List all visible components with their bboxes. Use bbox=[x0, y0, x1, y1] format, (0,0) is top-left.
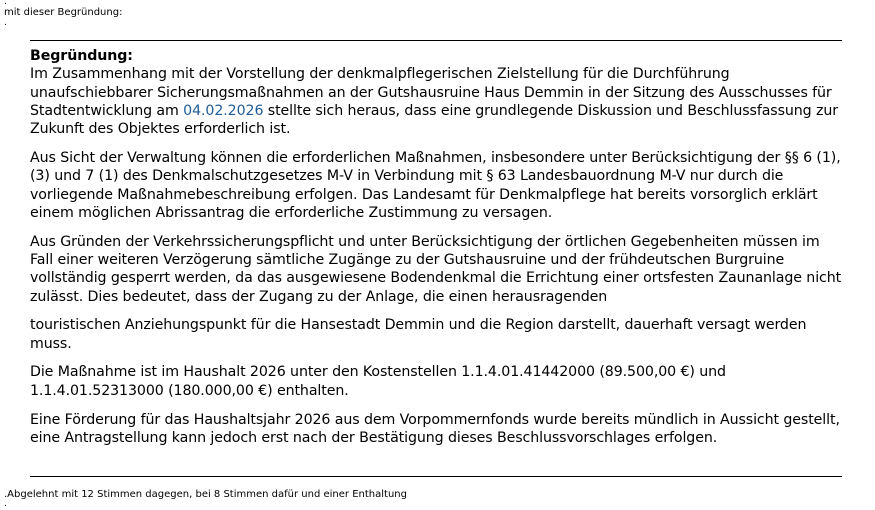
bottom-divider bbox=[30, 476, 842, 477]
justification-paragraph-4: touristischen Anziehungspunkt für die Hansestadt Demmin und die Region darstellt, dauerhaft versagt werden muss. bbox=[30, 317, 807, 352]
paragraph-1-text-after: stellte sich heraus, dass eine grundlegende Diskussion und Beschlussfassung zur Zukunft des Objektes erforderlich ist. bbox=[30, 102, 838, 138]
paragraph-1-text-before: Im Zusammenhang mit der Vorstellung der denkmalpflegerischen Zielstellung für die Durchführung unaufschiebbarer Sicherungsmaßnahmen an der Gutshausruine Haus Demmin in der Sitzung des Ausschusses für Stadtentwicklung am bbox=[30, 66, 832, 119]
justification-paragraph-5: Die Maßnahme ist im Haushalt 2026 unter den Kostenstellen 1.1.4.01.41442000 (89.500,00 €) und 1.1.4.01.52313000 (180.000,00 €) enthalten. bbox=[30, 364, 726, 399]
dot-marker-bottom: . bbox=[4, 499, 7, 509]
justification-paragraph-2: Aus Sicht der Verwaltung können die erforderlichen Maßnahmen, insbesondere unter Berücksichtigung der §§ 6 (1), (3) und 7 (1) des Denkmalschutzgesetzes M-V in Verbindung mit § 63 Landesbauordnung M-V nur durch die vorliegende Maßnahmebeschreibung erfolgen. Das Landesamt für Denkmalpflege hat bereits vorsorglich erklärt einem möglichen Abrissantrag die erforderliche Zustimmung zu versagen. bbox=[30, 149, 841, 221]
justification-paragraph-6: Eine Förderung für das Haushaltsjahr 2026 aus dem Vorpommernfonds wurde bereits mündlich in Aussicht gestellt, eine Antragstellung kann jedoch erst nach der Bestätigung dieses Beschlussvorschlages erfolgen. bbox=[30, 411, 840, 446]
justification-paragraph-1 bbox=[30, 65, 845, 138]
meeting-date-link[interactable]: 04.02.2026 bbox=[183, 102, 264, 119]
dot-marker-second: . bbox=[4, 18, 7, 28]
justification-section bbox=[30, 47, 845, 458]
vote-result-text: .Abgelehnt mit 12 Stimmen dagegen, bei 8 Stimmen dafür und einer Enthaltung bbox=[4, 489, 407, 500]
top-divider bbox=[30, 40, 842, 41]
dot-marker-top: . bbox=[4, 0, 7, 7]
justification-paragraph-3: Aus Gründen der Verkehrssicherungspflicht und unter Berücksichtigung der örtlichen Gegebenheiten müssen im Fall einer weiteren Verzögerung sämtliche Zugänge zu der Gutshausruine und der frühdeutschen Burgruine vollständig gesperrt werden, da das ausgewiesene Bodendenkmal die Errichtung einer ortsfesten Zaunanlage nicht zulässt. Dies bedeutet, dass der Zugang zu der Anlage, die einen herausragenden bbox=[30, 233, 842, 305]
justification-heading: Begründung: bbox=[30, 48, 133, 64]
intro-text: mit dieser Begründung: bbox=[4, 7, 123, 18]
